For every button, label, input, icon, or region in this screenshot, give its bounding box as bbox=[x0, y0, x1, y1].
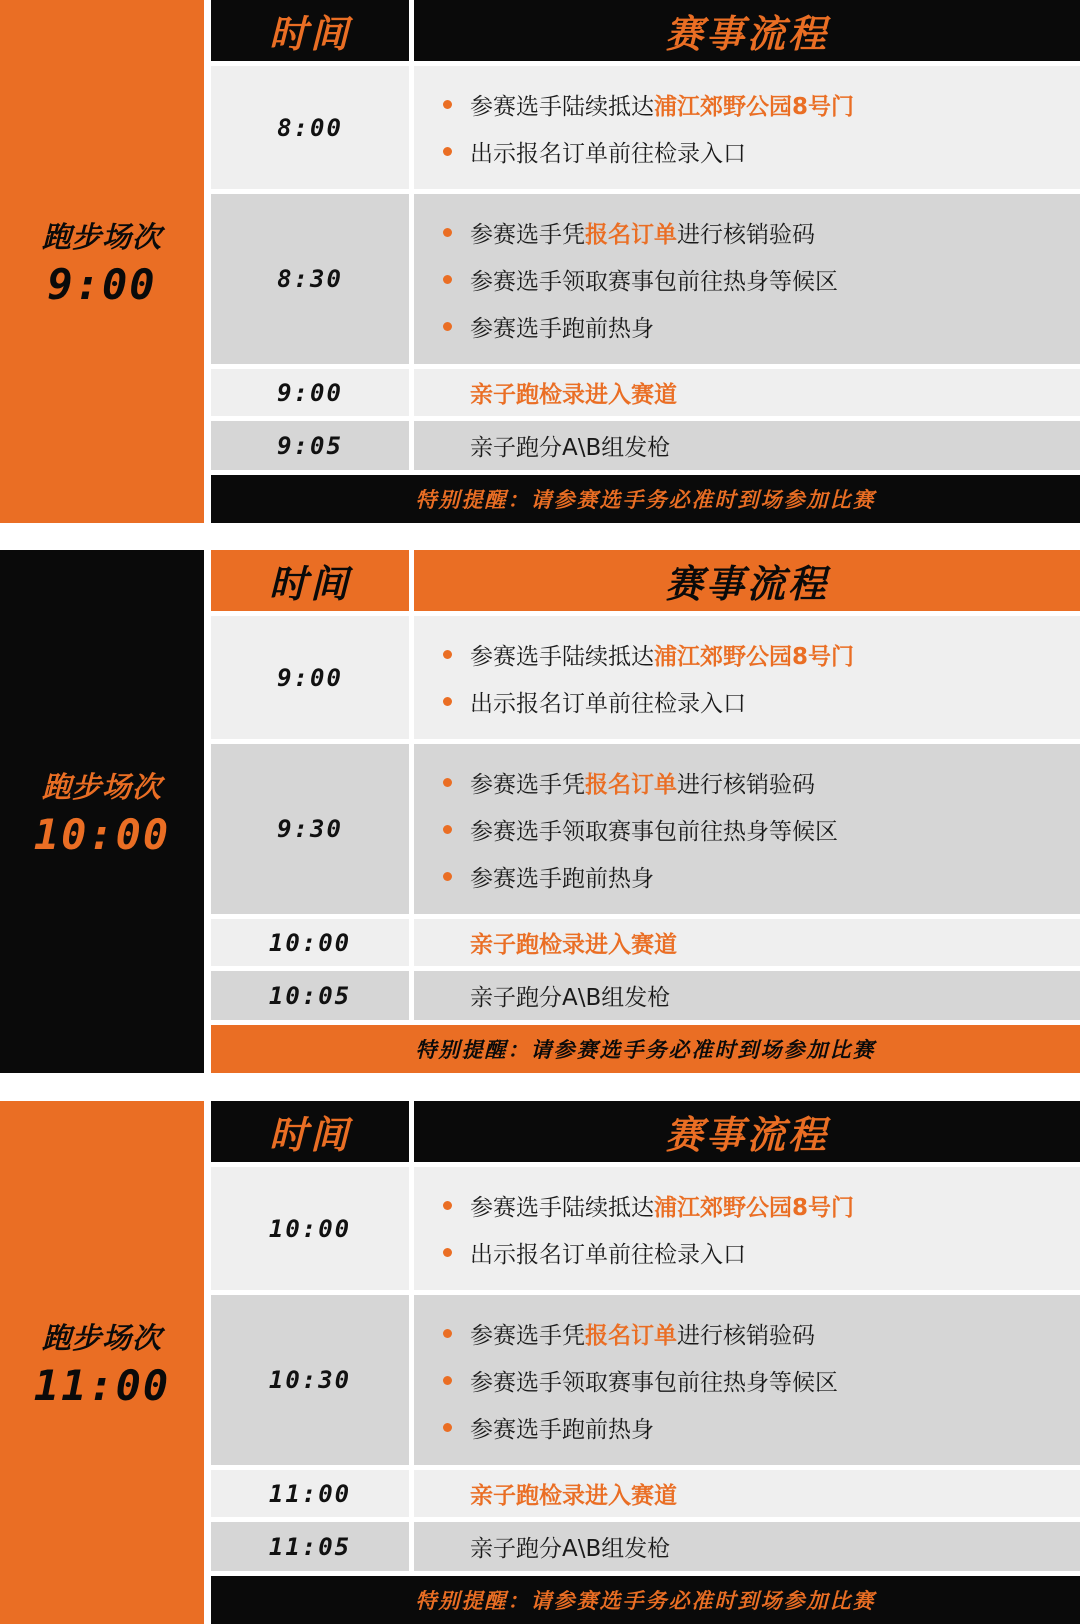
schedule-row bbox=[211, 421, 1080, 470]
session-side-panel bbox=[0, 1101, 204, 1624]
row-flow bbox=[414, 744, 1080, 914]
bullet-dot-icon bbox=[443, 1376, 452, 1385]
session-block bbox=[0, 0, 1080, 523]
flow-text: 出示报名订单前往检录入口 bbox=[470, 690, 746, 717]
flow-item bbox=[414, 919, 1080, 966]
session-side-panel bbox=[0, 0, 204, 523]
flow-highlight: 报名订单 bbox=[585, 221, 677, 248]
flow-item bbox=[414, 1523, 1080, 1570]
row-time: 10:00 bbox=[211, 1167, 409, 1290]
flow-text: 参赛选手跑前热身 bbox=[470, 1416, 654, 1443]
flow-text: 参赛选手领取赛事包前往热身等候区 bbox=[470, 1369, 838, 1396]
flow-text: 参赛选手领取赛事包前往热身等候区 bbox=[470, 268, 838, 295]
notice-banner: 特别提醒：请参赛选手务必准时到场参加比赛 bbox=[211, 1025, 1080, 1073]
flow-text: 参赛选手陆续抵达 bbox=[470, 1194, 654, 1221]
session-label: 跑步场次 bbox=[41, 1320, 162, 1355]
flow-text: 参赛选手凭 bbox=[470, 221, 585, 248]
flow-item bbox=[414, 806, 1080, 853]
flow-highlight: 报名订单 bbox=[585, 771, 677, 798]
flow-item bbox=[414, 853, 1080, 900]
header-flow: 赛事流程 bbox=[414, 0, 1080, 61]
flow-text: 参赛选手跑前热身 bbox=[470, 865, 654, 892]
flow-highlight: 浦江郊野公园8号门 bbox=[654, 643, 855, 670]
row-flow bbox=[414, 369, 1080, 416]
flow-text-end: 进行核销验码 bbox=[677, 221, 815, 248]
flow-highlight: 亲子跑检录进入赛道 bbox=[470, 382, 677, 408]
bullet-dot-icon bbox=[443, 697, 452, 706]
flow-text: 亲子跑分A\B组发枪 bbox=[470, 1536, 671, 1562]
bullet-dot-icon bbox=[443, 1423, 452, 1432]
bullet-dot-icon bbox=[443, 825, 452, 834]
bullet-dot-icon bbox=[443, 275, 452, 284]
flow-text: 参赛选手凭 bbox=[470, 1322, 585, 1349]
flow-item bbox=[414, 759, 1080, 806]
flow-item bbox=[414, 81, 1080, 128]
schedule-row bbox=[211, 616, 1080, 739]
row-time: 9:30 bbox=[211, 744, 409, 914]
flow-highlight: 亲子跑检录进入赛道 bbox=[470, 932, 677, 958]
bullet-dot-icon bbox=[443, 778, 452, 787]
flow-highlight: 亲子跑检录进入赛道 bbox=[470, 1483, 677, 1509]
row-time: 9:05 bbox=[211, 421, 409, 470]
header-time: 时间 bbox=[211, 550, 409, 611]
flow-item bbox=[414, 1404, 1080, 1451]
row-time: 8:00 bbox=[211, 66, 409, 189]
row-flow bbox=[414, 1470, 1080, 1517]
bullet-dot-icon bbox=[443, 322, 452, 331]
bullet-dot-icon bbox=[443, 872, 452, 881]
flow-text: 出示报名订单前往检录入口 bbox=[470, 1241, 746, 1268]
row-flow bbox=[414, 1167, 1080, 1290]
flow-text: 出示报名订单前往检录入口 bbox=[470, 140, 746, 167]
row-flow bbox=[414, 1295, 1080, 1465]
row-time: 10:05 bbox=[211, 971, 409, 1020]
flow-item bbox=[414, 1229, 1080, 1276]
flow-text: 参赛选手凭 bbox=[470, 771, 585, 798]
schedule-row bbox=[211, 744, 1080, 914]
row-flow bbox=[414, 421, 1080, 470]
notice-banner: 特别提醒：请参赛选手务必准时到场参加比赛 bbox=[211, 1576, 1080, 1624]
header-time: 时间 bbox=[211, 1101, 409, 1162]
flow-item bbox=[414, 972, 1080, 1019]
flow-item bbox=[414, 631, 1080, 678]
flow-text: 参赛选手陆续抵达 bbox=[470, 93, 654, 120]
flow-text-end: 进行核销验码 bbox=[677, 771, 815, 798]
flow-item bbox=[414, 1357, 1080, 1404]
session-block bbox=[0, 1101, 1080, 1624]
flow-item bbox=[414, 128, 1080, 175]
flow-item bbox=[414, 1182, 1080, 1229]
flow-text: 亲子跑分A\B组发枪 bbox=[470, 985, 671, 1011]
session-start-time: 9:00 bbox=[47, 259, 157, 309]
row-time: 8:30 bbox=[211, 194, 409, 364]
row-flow bbox=[414, 971, 1080, 1020]
flow-item bbox=[414, 422, 1080, 469]
row-time: 9:00 bbox=[211, 616, 409, 739]
row-time: 10:00 bbox=[211, 919, 409, 966]
row-time: 9:00 bbox=[211, 369, 409, 416]
session-side-panel bbox=[0, 550, 204, 1073]
bullet-dot-icon bbox=[443, 1329, 452, 1338]
row-time: 11:05 bbox=[211, 1522, 409, 1571]
bullet-dot-icon bbox=[443, 650, 452, 659]
session-label: 跑步场次 bbox=[41, 769, 162, 804]
row-flow bbox=[414, 616, 1080, 739]
flow-text: 亲子跑分A\B组发枪 bbox=[470, 435, 671, 461]
bullet-dot-icon bbox=[443, 147, 452, 156]
bullet-dot-icon bbox=[443, 1201, 452, 1210]
row-flow bbox=[414, 1522, 1080, 1571]
schedule-row bbox=[211, 1295, 1080, 1465]
flow-text: 参赛选手领取赛事包前往热身等候区 bbox=[470, 818, 838, 845]
schedule-row bbox=[211, 194, 1080, 364]
schedule-row bbox=[211, 1522, 1080, 1571]
schedule-row bbox=[211, 971, 1080, 1020]
schedule-row bbox=[211, 1167, 1080, 1290]
flow-highlight: 报名订单 bbox=[585, 1322, 677, 1349]
flow-item bbox=[414, 256, 1080, 303]
session-block bbox=[0, 550, 1080, 1073]
row-time: 10:30 bbox=[211, 1295, 409, 1465]
flow-text-end: 进行核销验码 bbox=[677, 1322, 815, 1349]
bullet-dot-icon bbox=[443, 1248, 452, 1257]
schedule-row bbox=[211, 919, 1080, 966]
schedule-row bbox=[211, 369, 1080, 416]
row-flow bbox=[414, 919, 1080, 966]
bullet-dot-icon bbox=[443, 228, 452, 237]
flow-text: 参赛选手跑前热身 bbox=[470, 315, 654, 342]
flow-item bbox=[414, 209, 1080, 256]
session-start-time: 10:00 bbox=[33, 809, 171, 859]
row-flow bbox=[414, 66, 1080, 189]
schedule-row bbox=[211, 66, 1080, 189]
schedule-row bbox=[211, 1470, 1080, 1517]
flow-item bbox=[414, 1310, 1080, 1357]
session-label: 跑步场次 bbox=[41, 219, 162, 254]
flow-highlight: 浦江郊野公园8号门 bbox=[654, 93, 855, 120]
flow-item bbox=[414, 1470, 1080, 1517]
flow-item bbox=[414, 678, 1080, 725]
flow-item bbox=[414, 369, 1080, 416]
session-start-time: 11:00 bbox=[33, 1360, 171, 1410]
row-time: 11:00 bbox=[211, 1470, 409, 1517]
bullet-dot-icon bbox=[443, 100, 452, 109]
flow-highlight: 浦江郊野公园8号门 bbox=[654, 1194, 855, 1221]
flow-item bbox=[414, 303, 1080, 350]
header-time: 时间 bbox=[211, 0, 409, 61]
flow-text: 参赛选手陆续抵达 bbox=[470, 643, 654, 670]
notice-banner: 特别提醒：请参赛选手务必准时到场参加比赛 bbox=[211, 475, 1080, 523]
row-flow bbox=[414, 194, 1080, 364]
header-flow: 赛事流程 bbox=[414, 550, 1080, 611]
header-flow: 赛事流程 bbox=[414, 1101, 1080, 1162]
